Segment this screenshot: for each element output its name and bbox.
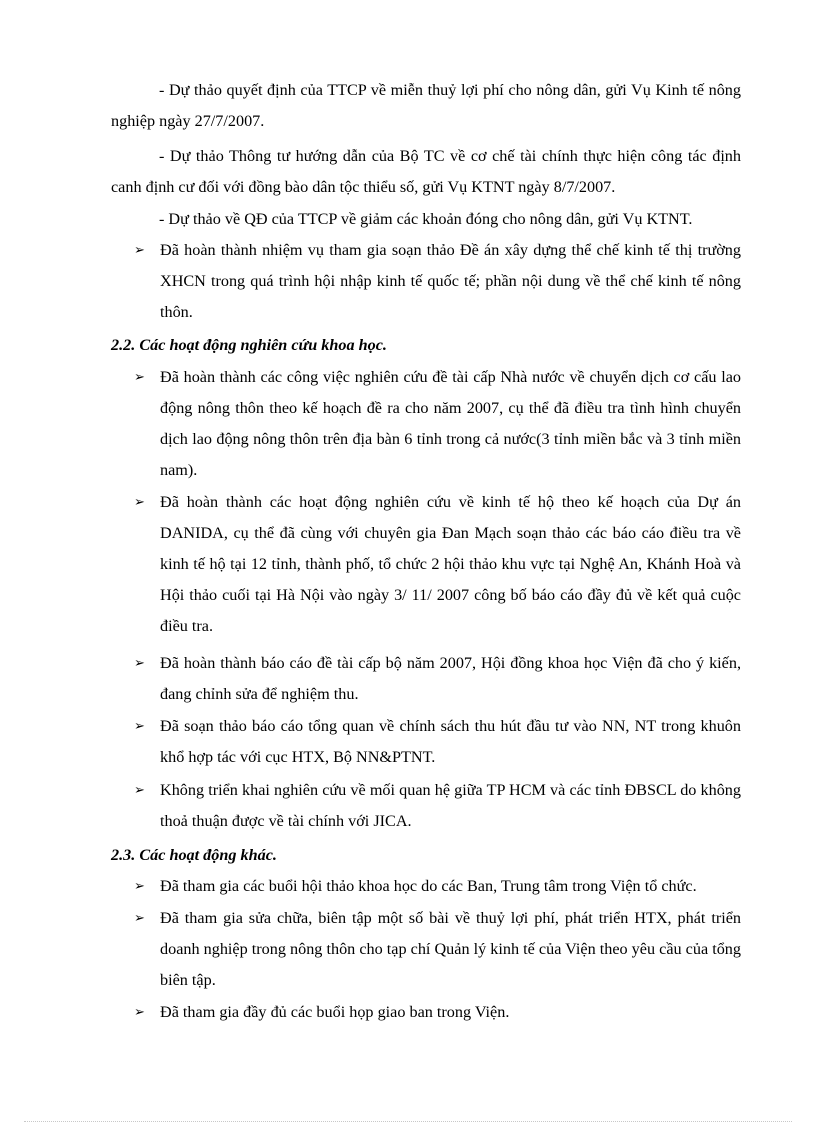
bullet-text: Đã tham gia đầy đủ các buổi họp giao ban trong Viện. [160, 1003, 510, 1021]
bullet-item [134, 775, 741, 837]
bullet-item [134, 903, 741, 996]
arrow-bullet-icon: ➢ [134, 243, 145, 258]
bullet-item [134, 711, 741, 773]
bullet-item [134, 871, 741, 902]
arrow-bullet-icon: ➢ [134, 879, 145, 894]
arrow-bullet-icon: ➢ [134, 783, 145, 798]
bullet-text: Đã hoàn thành các hoạt động nghiên cứu về kinh tế hộ theo kế hoạch của Dự án DANIDA, cụ thể đã cùng với chuyên gia Đan Mạch soạn thảo các báo cáo điều tra về kinh tế hộ tại 12 tỉnh, thành phố, tổ chức 2 hội thảo khu vực tại Nghệ An, Khánh Hoà và Hội thảo cuối tại Hà Nội vào ngày 3/ 11/ 2007 công bố báo cáo đầy đủ về kết quả cuộc điều tra. [160, 493, 741, 635]
bullet-item [134, 235, 741, 328]
bullet-text: Không triển khai nghiên cứu về mối quan hệ giữa TP HCM và các tỉnh ĐBSCL do không thoả thuận được về tài chính với JICA. [160, 781, 741, 830]
arrow-bullet-icon: ➢ [134, 719, 145, 734]
bullet-text: Đã soạn thảo báo cáo tổng quan về chính sách thu hút đầu tư vào NN, NT trong khuôn khổ hợp tác với cục HTX, Bộ NN&PTNT. [160, 717, 741, 766]
bullet-text: Đã tham gia các buổi hội thảo khoa học do các Ban, Trung tâm trong Viện tổ chức. [160, 877, 697, 895]
bullet-text: Đã hoàn thành báo cáo đề tài cấp bộ năm 2007, Hội đồng khoa học Viện đã cho ý kiến, đang chỉnh sửa để nghiệm thu. [160, 654, 741, 703]
bullet-text: Đã hoàn thành nhiệm vụ tham gia soạn thảo Đề án xây dựng thể chế kinh tế thị trường XHCN trong quá trình hội nhập kinh tế quốc tế; phần nội dung về thể chế kinh tế nông thôn. [160, 241, 741, 321]
section-heading-2-3: 2.3. Các hoạt động khác. [111, 846, 277, 864]
paragraph-draft-irrigation-fee: - Dự thảo quyết định của TTCP về miễn thuỷ lợi phí cho nông dân, gửi Vụ Kinh tế nông nghiệp ngày 27/7/2007. [111, 81, 741, 130]
bullet-item [134, 997, 741, 1028]
bullet-item [134, 648, 741, 710]
arrow-bullet-icon: ➢ [134, 370, 145, 385]
page-bottom-divider [24, 1121, 792, 1122]
arrow-bullet-icon: ➢ [134, 911, 145, 926]
bullet-text: Đã tham gia sửa chữa, biên tập một số bài về thuỷ lợi phí, phát triển HTX, phát triển doanh nghiệp trong nông thôn cho tạp chí Quản lý kinh tế của Viện theo yêu cầu của tổng biên tập. [160, 909, 741, 989]
bullet-text: Đã hoàn thành các công việc nghiên cứu đề tài cấp Nhà nước về chuyển dịch cơ cấu lao động nông thôn theo kế hoạch đề ra cho năm 2007, cụ thể đã điều tra tình hình chuyển dịch lao động nông thôn trên địa bàn 6 tỉnh trong cả nước(3 tỉnh miền bắc và 3 tỉnh miền nam). [160, 368, 741, 479]
arrow-bullet-icon: ➢ [134, 495, 145, 510]
paragraph-draft-decision: - Dự thảo về QĐ của TTCP về giảm các khoản đóng cho nông dân, gửi Vụ KTNT. [159, 210, 693, 228]
paragraph-draft-circular: - Dự thảo Thông tư hướng dẫn của Bộ TC về cơ chế tài chính thực hiện công tác định canh định cư đối với đồng bào dân tộc thiểu số, gửi Vụ KTNT ngày 8/7/2007. [111, 147, 741, 196]
bullet-item [134, 362, 741, 486]
bullet-item [134, 487, 741, 642]
arrow-bullet-icon: ➢ [134, 1005, 145, 1020]
arrow-bullet-icon: ➢ [134, 656, 145, 671]
section-heading-2-2: 2.2. Các hoạt động nghiên cứu khoa học. [111, 336, 387, 354]
